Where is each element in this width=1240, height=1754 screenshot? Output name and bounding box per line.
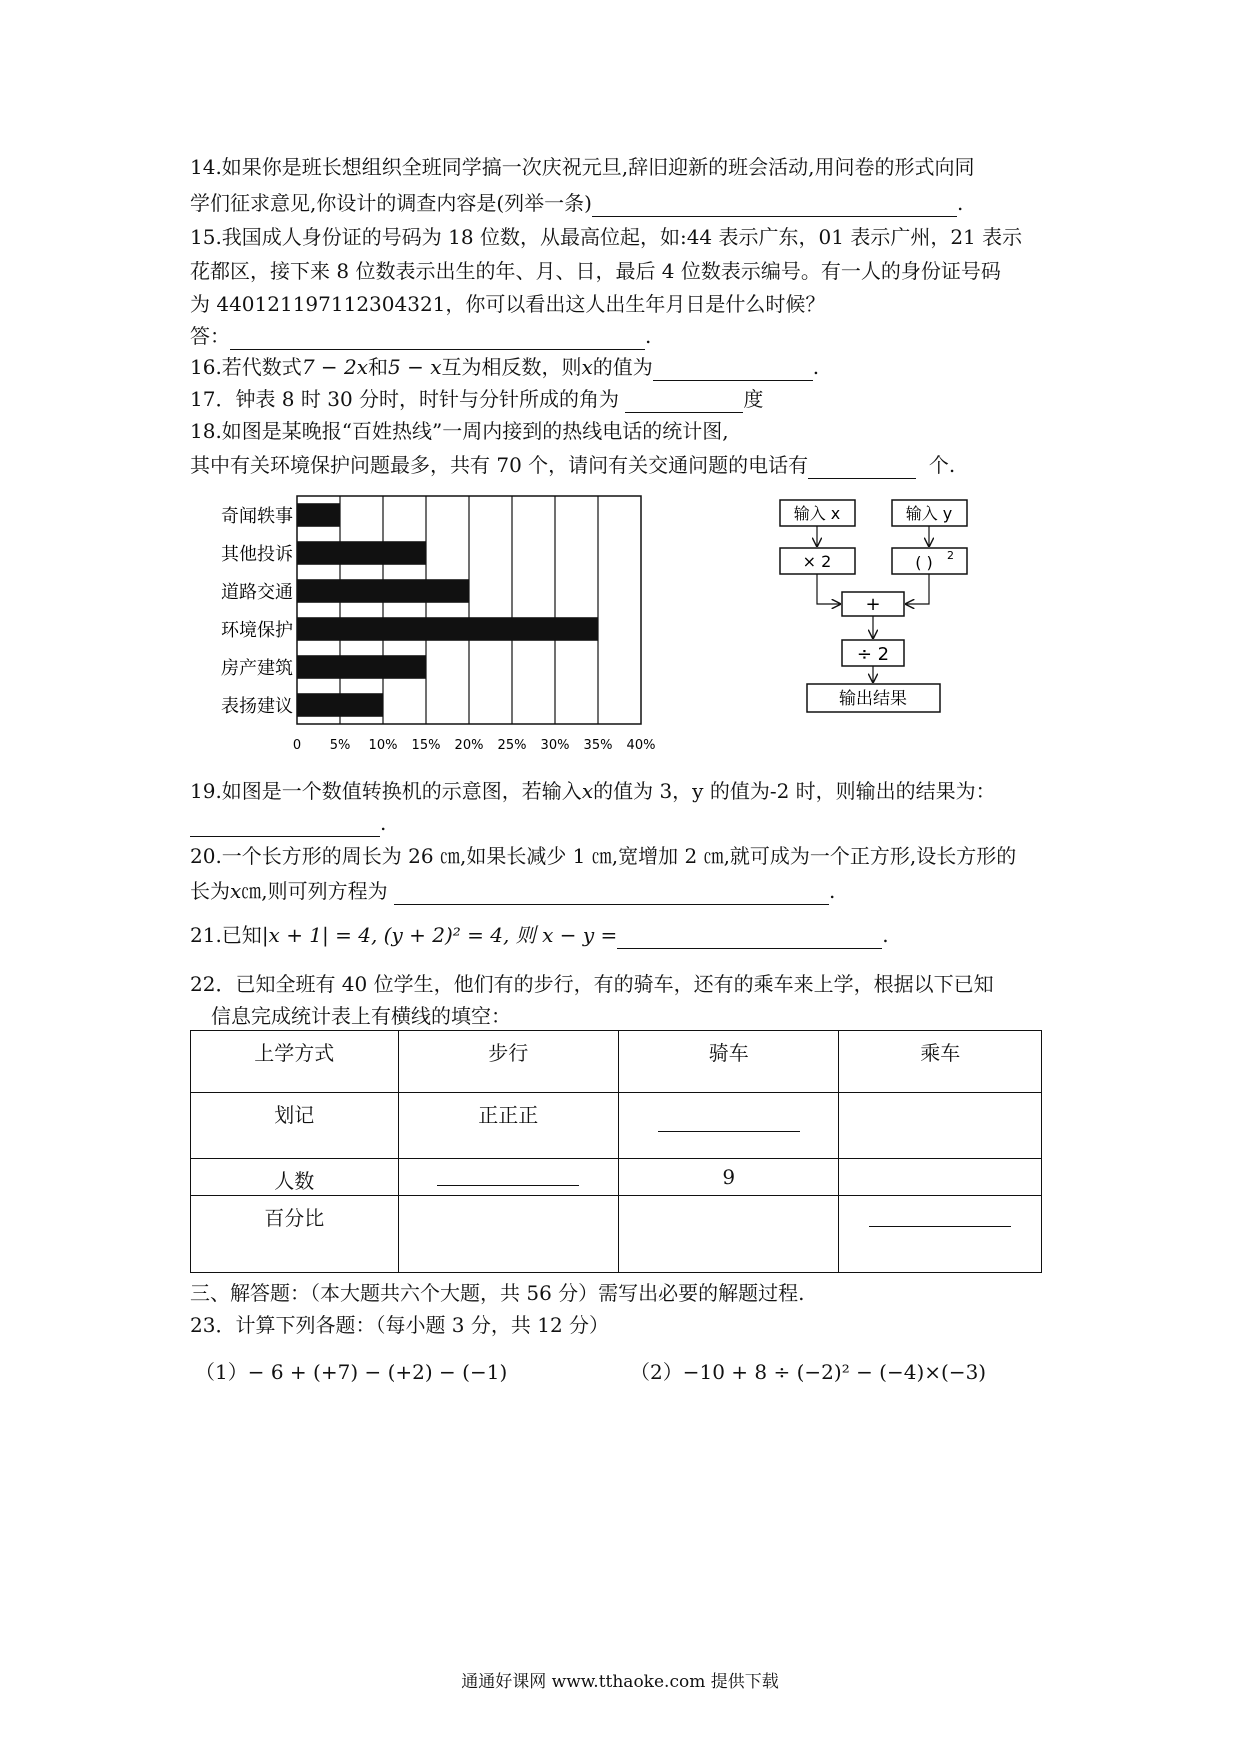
- x-tick-label: 30%: [540, 738, 570, 752]
- q15-line3: 为 440121197112304321，你可以看出这人出生年月日是什么时候？: [190, 292, 826, 316]
- category-label: 环境保护: [221, 620, 293, 641]
- q18-unit: 个.: [928, 453, 956, 477]
- x-tick-label: 35%: [583, 738, 613, 752]
- q20-post: ㎝,则可列方程为: [241, 879, 388, 903]
- q14-end: .: [956, 191, 964, 215]
- q17-line: [190, 385, 763, 413]
- q21-pre: 21.已知: [190, 923, 262, 947]
- table-header-cell: 上学方式: [191, 1031, 399, 1093]
- q23-part2: （2）−10 + 8 ÷ (−2)² − (−4)×(−3): [630, 1360, 987, 1384]
- input-x-label: 输入 x: [793, 504, 841, 523]
- q16-mid1: 和: [368, 355, 389, 379]
- q15-answer-blank[interactable]: [230, 327, 645, 350]
- q17-text: 17．钟表 8 时 30 分时，时针与分针所成的角为: [190, 387, 620, 411]
- bus-percent-blank[interactable]: [869, 1206, 1011, 1227]
- q19-post: 的值为 3，y 的值为-2 时，则输出的结果为：: [593, 779, 996, 803]
- walk-percent-cell: [398, 1196, 618, 1273]
- bike-tally-blank[interactable]: [658, 1111, 800, 1132]
- section3-heading: 三、解答题：（本大题共六个大题，共 56 分）需写出必要的解题过程.: [190, 1281, 805, 1305]
- bus-tally-cell: [839, 1093, 1042, 1159]
- category-label: 表扬建议: [221, 696, 293, 717]
- q21-end: .: [882, 923, 889, 947]
- arrow-y-merge: [906, 574, 929, 604]
- q19-end: .: [380, 811, 387, 835]
- q14-answer-blank[interactable]: [592, 194, 957, 217]
- table-header-cell: 步行: [398, 1031, 618, 1093]
- q15-end: .: [645, 324, 652, 348]
- flow-svg: [760, 492, 990, 752]
- row-label: 人数: [191, 1159, 399, 1196]
- q19-line: [190, 777, 996, 805]
- number-converter-diagram: [760, 492, 990, 752]
- q16-answer-blank[interactable]: [653, 358, 813, 381]
- table-header-cell: 乘车: [839, 1031, 1042, 1093]
- category-label: 其他投诉: [221, 544, 293, 565]
- bike-percent-cell: [619, 1196, 839, 1273]
- q19-answer-blank[interactable]: [190, 814, 380, 837]
- q22-line2: 信息完成统计表上有横线的填空：: [211, 1004, 511, 1028]
- q23-title: 23．计算下列各题：（每小题 3 分，共 12 分）: [190, 1313, 610, 1337]
- q23-part1: （1）− 6 + (+7) − (+2) − (−1): [195, 1360, 508, 1384]
- bar-chart-svg: [205, 492, 675, 752]
- table-row: [191, 1093, 1042, 1159]
- category-label: 奇闻轶事: [221, 506, 293, 527]
- q16-var: x: [581, 355, 593, 379]
- x-tick-label: 25%: [497, 738, 527, 752]
- q19-pre: 19.如图是一个数值转换机的示意图，若输入: [190, 779, 582, 803]
- hotline-bar-chart: [205, 492, 675, 752]
- q16-post: 的值为: [592, 355, 653, 379]
- bar: [297, 503, 340, 527]
- q16-line: [190, 353, 819, 381]
- times-two-label: × 2: [802, 552, 832, 571]
- q19-answer-line: [190, 809, 386, 837]
- table-row: [191, 1196, 1042, 1273]
- bike-count: 9: [619, 1159, 839, 1196]
- q18-text: 其中有关环境保护问题最多，共有 70 个，请问有关交通问题的电话有: [190, 453, 809, 477]
- bar: [297, 693, 383, 717]
- category-label: 道路交通: [221, 582, 293, 603]
- q15-answer-label: 答：: [190, 324, 230, 348]
- bar: [297, 541, 426, 565]
- q14-line2: [190, 189, 963, 217]
- q16-end: .: [812, 355, 820, 379]
- bar: [297, 579, 469, 603]
- table-header-row: [191, 1031, 1042, 1093]
- x-tick-label: 10%: [368, 738, 398, 752]
- q20-answer-blank[interactable]: [394, 882, 829, 905]
- x-tick-label: 5%: [329, 738, 351, 752]
- q16-expr2: 5 − x: [388, 355, 442, 379]
- q16-pre: 16.若代数式: [190, 355, 302, 379]
- q14-line1: 14.如果你是班长想组织全班同学搞一次庆祝元旦,辞旧迎新的班会活动,用问卷的形式向同: [190, 155, 975, 179]
- q21-line: [190, 921, 889, 949]
- bike-tally-cell: [619, 1093, 839, 1159]
- q17-answer-blank[interactable]: [625, 390, 743, 413]
- q15-line2: 花都区，接下来 8 位数表示出生的年、月、日，最后 4 位数表示编号。有一人的身份证号码: [190, 259, 1001, 283]
- q21-expr: |x + 1| = 4, (y + 2)² = 4, 则 x − y =: [261, 923, 618, 947]
- q20-var: x: [230, 879, 242, 903]
- x-tick-label: 0: [292, 738, 302, 752]
- x-tick-label: 20%: [454, 738, 484, 752]
- bar: [297, 617, 598, 641]
- q19-var: x: [581, 779, 594, 803]
- bus-count-cell: [839, 1159, 1042, 1196]
- table-row: [191, 1159, 1042, 1196]
- square-label: ( ): [915, 553, 933, 572]
- walk-tally: 正正正: [398, 1093, 618, 1159]
- q22-line1: 22．已知全班有 40 位学生，他们有的步行，有的骑车，还有的乘车来上学，根据以下已知: [190, 972, 994, 996]
- input-y-label: 输入 y: [905, 504, 953, 523]
- divide-two-label: ÷ 2: [856, 644, 890, 665]
- q20-end: .: [829, 879, 836, 903]
- commute-stat-table: [190, 1030, 1042, 1273]
- q18-answer-blank[interactable]: [808, 456, 916, 479]
- q14-text: 学们征求意见,你设计的调查内容是(列举一条): [190, 191, 592, 215]
- row-label: 百分比: [191, 1196, 399, 1273]
- plus-label: +: [865, 594, 881, 615]
- x-tick-label: 40%: [626, 738, 656, 752]
- q20-line1: 20.一个长方形的周长为 26 ㎝,如果长减少 1 ㎝,宽增加 2 ㎝,就可成为一个正方形,设长方形的: [190, 844, 1017, 868]
- page-footer: 通通好课网 www.tthaoke.com 提供下载: [461, 1672, 779, 1692]
- output-label: 输出结果: [839, 689, 907, 709]
- bar: [297, 655, 426, 679]
- category-label: 房产建筑: [221, 658, 293, 679]
- q18-line1: 18.如图是某晚报“百姓热线”一周内接到的热线电话的统计图,: [190, 419, 729, 443]
- bus-percent-cell: [839, 1196, 1042, 1273]
- table-header-cell: 骑车: [619, 1031, 839, 1093]
- q20-pre: 长为: [190, 879, 230, 903]
- q18-line2: [190, 451, 955, 479]
- q21-answer-blank[interactable]: [617, 926, 882, 949]
- q16-expr1: 7 − 2x: [301, 355, 369, 379]
- q17-unit: 度: [743, 387, 764, 411]
- walk-count-cell: [398, 1159, 618, 1196]
- q15-line1: 15.我国成人身份证的号码为 18 位数，从最高位起，如:44 表示广东，01 表示广州，21 表示: [190, 225, 1023, 249]
- arrow-x-merge: [817, 574, 840, 604]
- q15-answer-line: [190, 322, 651, 350]
- q16-mid2: 互为相反数，则: [441, 355, 582, 379]
- walk-count-blank[interactable]: [437, 1165, 579, 1186]
- x-tick-label: 15%: [411, 738, 441, 752]
- row-label: 划记: [191, 1093, 399, 1159]
- q20-line2: [190, 877, 835, 905]
- square-exponent: 2: [947, 549, 954, 562]
